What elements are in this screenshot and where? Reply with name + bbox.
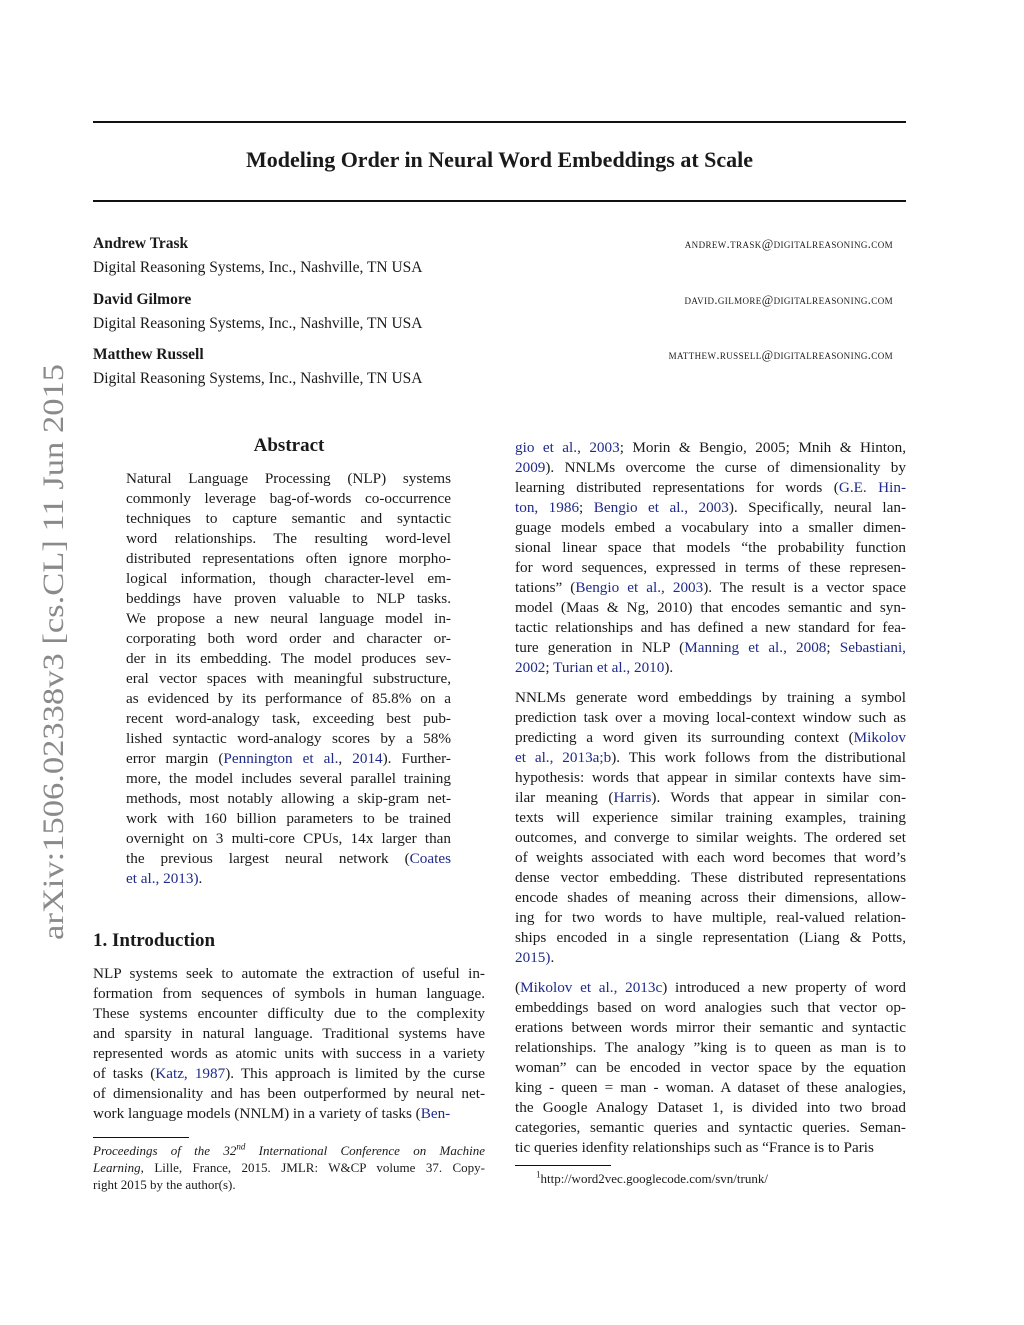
citation-link[interactable]: gio et al., 2003 <box>515 439 620 456</box>
text-line: of dimensionality and has been outperformed by neural net- <box>93 1085 485 1102</box>
abstract-body <box>126 469 451 889</box>
footnote-line: right 2015 by the author(s). <box>93 1177 236 1192</box>
text-line: NNLMs generate word embeddings by training a symbol <box>515 689 906 706</box>
section-heading-introduction: 1. Introduction <box>93 930 216 951</box>
text-line: corporating both word order and character or- <box>126 630 451 647</box>
citation-link[interactable]: et al., 2013a;b <box>515 749 612 766</box>
citation-link[interactable]: ton, 1986 <box>515 499 580 516</box>
text-line: prediction task over a moving local-context window such as <box>515 709 906 726</box>
text-line: for word sequences, expressed in terms of these represen- <box>515 559 906 576</box>
text-line: hypothesis: words that appear in similar contexts have sim- <box>515 769 906 786</box>
author-email[interactable]: matthew.russell@digitalreasoning.com <box>668 348 893 362</box>
text-line[interactable]: ture generation in NLP (Manning et al., 2008; Sebastiani, <box>515 639 906 656</box>
text-line: methods, most notably allowing a skip-gram net- <box>126 790 451 807</box>
text-line[interactable]: (Mikolov et al., 2013c) introduced a new property of word <box>515 979 906 996</box>
footnote-rule <box>93 1137 189 1138</box>
text-line: lished syntactic word-analogy scores by a 58% <box>126 730 451 747</box>
author-affiliation: Digital Reasoning Systems, Inc., Nashville, TN USA <box>93 259 423 276</box>
footnote-line <box>93 1142 485 1159</box>
text-line: tic queries idenfity relationships such as “France is to Paris <box>515 1139 874 1156</box>
text-line: erations between words mirror their semantic and syntactic <box>515 1019 906 1036</box>
proceedings-footnote <box>93 1142 485 1193</box>
text-line[interactable]: work language models (NNLM) in a variety of tasks (Ben- <box>93 1105 451 1122</box>
citation-link[interactable]: Mikolov et al., 2013c <box>520 979 663 996</box>
text-line: dense vector embedding. These distributed representations <box>515 869 906 886</box>
text-line[interactable]: predicting a word given its surrounding context (Mikolov <box>515 729 906 746</box>
author-name: David Gilmore <box>93 291 192 308</box>
text-line[interactable]: ships encoded in a single representation (Liang & Potts, <box>515 929 906 946</box>
text-line: sional linear space that models “the probability function <box>515 539 906 556</box>
author-affiliation: Digital Reasoning Systems, Inc., Nashville, TN USA <box>93 370 423 387</box>
citation-link[interactable]: Bengio et al., 2003 <box>575 579 704 596</box>
text-line: commonly leverage bag-of-words co-occurrence <box>126 490 451 507</box>
text-line[interactable]: error margin (Pennington et al., 2014). Further- <box>126 750 451 767</box>
text-line[interactable]: et al., 2013a;b). This work follows from the distributional <box>515 749 906 766</box>
citation-link[interactable]: 2002 <box>515 659 546 676</box>
text-line[interactable]: 2015). <box>515 949 555 966</box>
title-top-rule <box>93 121 906 123</box>
text-line[interactable]: 2002; Turian et al., 2010). <box>515 659 674 676</box>
footnote-url[interactable]: http://word2vec.googlecode.com/svn/trunk/ <box>540 1171 768 1186</box>
citation-link[interactable]: Pennington et al. <box>223 750 339 767</box>
footnote-rule <box>515 1165 611 1166</box>
text-line: categories, semantic queries and syntactic queries. Seman- <box>515 1119 906 1136</box>
text-line[interactable]: ton, 1986; Bengio et al., 2003). Specifically, neural lan- <box>515 499 906 516</box>
text-line: guage models embed a vocabulary into a smaller dimen- <box>515 519 906 536</box>
text-line: logical information, though character-level em- <box>126 570 451 587</box>
text-line: woman” can be encoded in vector space by the equation <box>515 1059 906 1076</box>
text-line: beddings have proven valuable to NLP tasks. <box>126 590 451 607</box>
text-line: of weights associated with each word becomes that word’s <box>515 849 906 866</box>
text-line[interactable]: tations” (Bengio et al., 2003). The result is a vector space <box>515 579 906 596</box>
text-line[interactable]: gio et al., 2003; Morin & Bengio, 2005; Mnih & Hinton, <box>515 439 906 456</box>
citation-link[interactable]: Mikolov <box>853 729 906 746</box>
citation-link[interactable]: Bengio et al., 2003 <box>593 499 729 516</box>
text-line: outcomes, and converge to similar weights. The ordered set <box>515 829 906 846</box>
text-line: formation from sequences of symbols in human language. <box>93 985 485 1002</box>
text-line: distributed representations often ignore morpho- <box>126 550 451 567</box>
arxiv-stamp <box>30 362 72 942</box>
text-line: Natural Language Processing (NLP) systems <box>126 470 451 487</box>
citation-link[interactable]: Katz, 1987 <box>155 1065 226 1082</box>
url-footnote <box>536 1170 906 1187</box>
footnote-line-text: Learning, Lille, France, 2015. JMLR: W&CP volume 37. Copy- <box>93 1160 485 1175</box>
citation-link[interactable]: Harris <box>613 789 652 806</box>
footnote-line-text: Proceedings of the 32nd International Conference on Machine <box>93 1141 485 1158</box>
author-email[interactable]: andrew.trask@digitalreasoning.com <box>684 237 893 251</box>
introduction-paragraph <box>93 964 485 1124</box>
citation-link[interactable]: 2009 <box>515 459 546 476</box>
right-column-paragraph <box>515 688 906 968</box>
text-line: We propose a new neural language model in- <box>126 610 451 627</box>
citation-link[interactable]: G.E. Hin- <box>838 479 906 496</box>
text-line[interactable]: model (Maas & Ng, 2010) that encodes semantic and syn- <box>515 599 906 616</box>
citation-link[interactable]: et al., 2013) <box>126 870 199 887</box>
citation-link[interactable]: Manning et al., 2008 <box>684 639 827 656</box>
author-email[interactable]: david.gilmore@digitalreasoning.com <box>684 293 893 307</box>
text-line: more, the model includes several parallel training <box>126 770 451 787</box>
text-line: tactic relationships and has defined a new standard for fea- <box>515 619 906 636</box>
text-line: work with 160 billion parameters to be trained <box>126 810 451 827</box>
abstract-heading: Abstract <box>253 435 325 456</box>
text-line: recent word-analogy task, exceeding best pub- <box>126 710 451 727</box>
citation-link[interactable]: 2015) <box>515 949 551 966</box>
arxiv-stamp-text: arXiv:1506.02338v3 [cs.CL] 11 Jun 2015 <box>37 439 70 940</box>
title-bottom-rule <box>93 200 906 202</box>
text-line[interactable]: 2009). NNLMs overcome the curse of dimensionality by <box>515 459 906 476</box>
footnote-line <box>93 1159 485 1176</box>
text-line: word relationships. The resulting word-level <box>126 530 451 547</box>
text-line: texts will experience similar training examples, training <box>515 809 906 826</box>
footnote-number: 1 <box>536 1169 541 1180</box>
author-name: Andrew Trask <box>93 235 189 252</box>
ordinal-suffix: nd <box>236 1141 246 1152</box>
citation-link[interactable]: 2014 <box>352 750 383 767</box>
text-line: represented words as atomic units with success in a variety <box>93 1045 485 1062</box>
text-line: overnight on 3 multi-core CPUs, 14x larger than <box>126 830 451 847</box>
right-column-paragraph <box>515 438 906 678</box>
text-line[interactable]: learning distributed representations for words (G.E. Hin- <box>515 479 906 496</box>
text-line[interactable]: ilar meaning (Harris). Words that appear in similar con- <box>515 789 907 806</box>
text-line[interactable]: et al., 2013). <box>126 870 203 887</box>
text-line: the Google Analogy Dataset 1, is divided into two broad <box>515 1099 906 1116</box>
citation-link[interactable]: Turian et al., 2010 <box>553 659 665 676</box>
citation-link[interactable]: Coates <box>409 850 451 867</box>
text-line: as evidenced by its performance of 85.8% on a <box>126 690 451 707</box>
author-name: Matthew Russell <box>93 346 204 363</box>
text-line: relationships. The analogy ”king is to queen as man is to <box>515 1039 906 1056</box>
text-line: king - queen = man - woman. A dataset of these analogies, <box>515 1079 906 1096</box>
text-line[interactable]: the previous largest neural network (Coates <box>126 850 451 867</box>
text-line: These systems encounter difficulty due to the complexity <box>93 1005 485 1022</box>
text-line: eral vector spaces with meaningful substructure, <box>126 670 451 687</box>
right-column-paragraph <box>515 978 906 1158</box>
text-line: and sparsity in natural language. Traditional systems have <box>93 1025 485 1042</box>
text-line: ing for two words to have multiple, real-valued relation- <box>515 909 906 926</box>
text-line: der in its embedding. The model produces sev- <box>126 650 451 667</box>
text-line[interactable]: of tasks (Katz, 1987). This approach is limited by the curse <box>93 1065 485 1082</box>
citation-link[interactable]: Sebastiani, <box>839 639 906 656</box>
text-line: embeddings based on word analogies such that vector op- <box>515 999 906 1016</box>
paper-title: Modeling Order in Neural Word Embeddings at Scale <box>245 147 754 172</box>
text-line: techniques to capture semantic and syntactic <box>126 510 451 527</box>
text-line: NLP systems seek to automate the extraction of useful in- <box>93 965 485 982</box>
text-line: encode shades of meaning across their dimensions, allow- <box>515 889 906 906</box>
author-affiliation: Digital Reasoning Systems, Inc., Nashville, TN USA <box>93 315 423 332</box>
citation-link[interactable]: Ben- <box>420 1105 451 1122</box>
